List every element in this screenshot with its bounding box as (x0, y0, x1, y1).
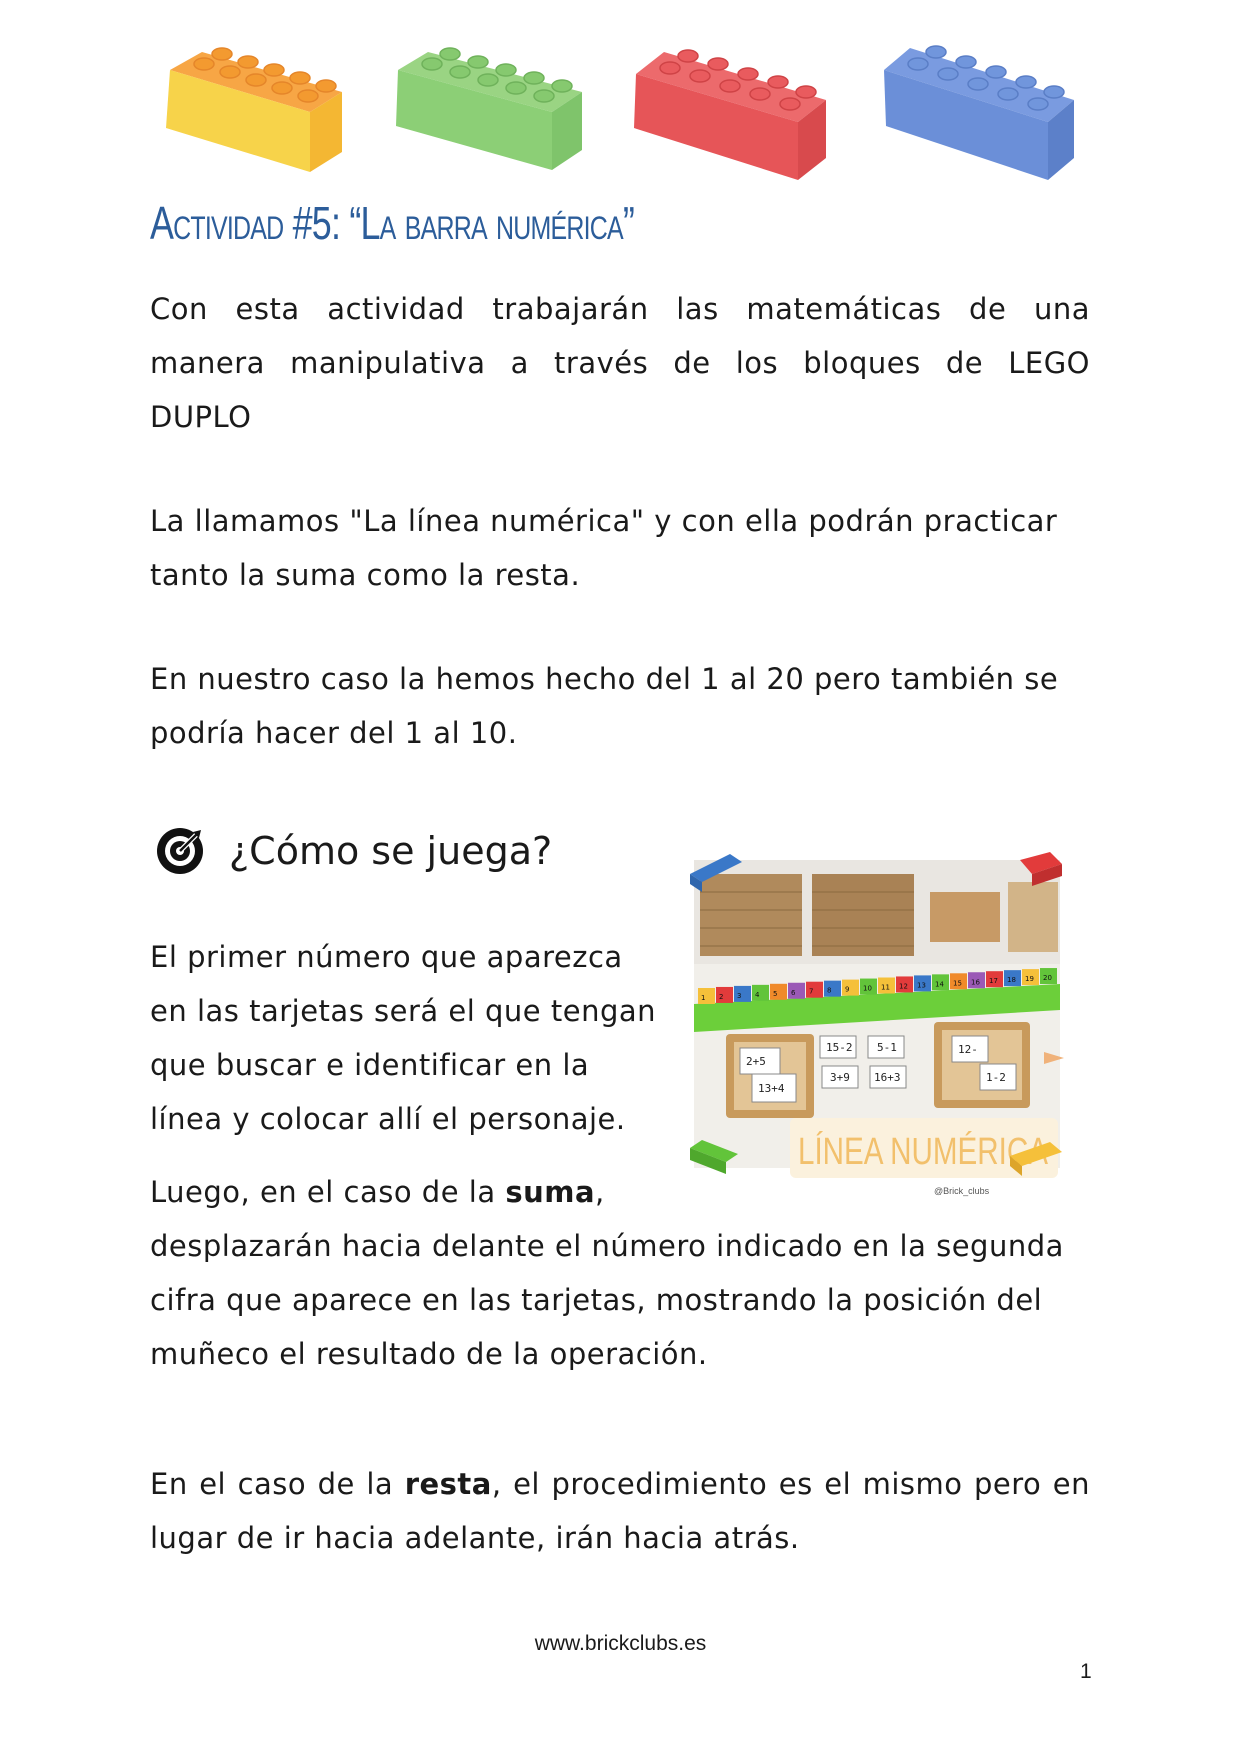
photo-caption: LÍNEA NUMÉRICA (798, 1131, 1119, 1173)
number-brick-label: 3 (737, 991, 742, 1000)
paragraph-line: Luego, en el caso de la suma, (150, 1175, 605, 1209)
paragraph-line: en las tarjetas será el que tengan (150, 994, 657, 1028)
paragraph-line: lugar de ir hacia adelante, irán hacia atrás. (150, 1521, 800, 1555)
intro-paragraph (150, 282, 1090, 444)
orange-yellow-brick-icon (160, 30, 350, 190)
card-label: 2+5 (746, 1055, 766, 1068)
number-brick-label: 17 (989, 977, 998, 986)
paragraph-line: que buscar e identificar en la (150, 1048, 590, 1082)
number-brick-label: 9 (845, 985, 850, 994)
card-label: 1-2 (986, 1071, 1006, 1084)
number-brick-label: 14 (935, 980, 944, 989)
card-label: 12- (958, 1043, 978, 1056)
blue-brick-icon (880, 30, 1080, 185)
paragraph-line: En nuestro caso la hemos hecho del 1 al 20 pero también se (150, 662, 1059, 696)
number-brick-label: 18 (1007, 976, 1016, 985)
number-line-paragraph (150, 494, 1090, 602)
number-brick-label: 5 (773, 989, 778, 998)
number-brick-label: 12 (899, 982, 908, 991)
paragraph-line: El primer número que aparezca (150, 940, 623, 974)
number-brick-label: 15 (953, 979, 962, 988)
intro-line: manera manipulativa a través de los bloques de LEGO (150, 346, 1090, 380)
number-brick-label: 16 (971, 978, 980, 987)
paragraph-line: desplazarán hacia delante el número indicado en la segunda (150, 1229, 1064, 1263)
number-line-photo (690, 852, 1119, 1198)
how-to-heading (155, 826, 552, 876)
paragraph-line: cifra que aparece en las tarjetas, mostrando la posición del (150, 1283, 1043, 1317)
number-brick-label: 19 (1025, 975, 1034, 984)
target-icon (155, 826, 205, 876)
number-brick-label: 6 (791, 988, 796, 997)
paragraph-line: tanto la suma como la resta. (150, 558, 581, 592)
step3-paragraph (150, 1457, 1090, 1565)
paragraph-line: La llamamos "La línea numérica" y con ella podrán practicar (150, 504, 1058, 538)
green-brick-icon (392, 30, 592, 180)
red-brick-icon (630, 30, 830, 185)
number-brick-label: 13 (917, 981, 926, 990)
step2-paragraph (150, 1165, 1090, 1381)
card-label: 13+4 (758, 1082, 785, 1095)
number-brick-label: 8 (827, 986, 832, 995)
paragraph-line: podría hacer del 1 al 10. (150, 716, 518, 750)
keyword-resta: resta (404, 1467, 492, 1501)
number-brick-label: 7 (809, 987, 814, 996)
paragraph-line: En el caso de la resta, el procedimiento es el mismo pero en (150, 1467, 1091, 1501)
how-to-heading-text: ¿Cómo se juega? (229, 829, 553, 873)
page-title: Actividad #5: “La barra numérica” (150, 197, 635, 249)
card-label: 16+3 (874, 1071, 901, 1084)
footer-url[interactable]: www.brickclubs.es (534, 1632, 707, 1655)
paragraph-line: línea y colocar allí el personaje. (150, 1102, 626, 1136)
number-brick-label: 1 (701, 994, 706, 1002)
card-label: 5-1 (877, 1041, 897, 1054)
intro-line: DUPLO (150, 400, 252, 434)
keyword-suma: suma (505, 1175, 596, 1209)
card-label: 3+9 (830, 1071, 850, 1084)
paragraph-line: muñeco el resultado de la operación. (150, 1337, 708, 1371)
page-number: 1 (1080, 1660, 1092, 1683)
number-brick-label: 2 (719, 992, 724, 1001)
number-brick-label: 4 (755, 990, 760, 999)
number-brick-label: 11 (881, 983, 890, 992)
card-label: 15-2 (826, 1041, 853, 1054)
step1-paragraph (150, 930, 690, 1146)
range-paragraph (150, 652, 1090, 760)
number-brick-label: 20 (1043, 974, 1052, 983)
intro-line: Con esta actividad trabajarán las matemáticas de una (150, 292, 1090, 326)
photo-credit: @Brick_clubs (934, 1186, 990, 1196)
number-brick-label: 10 (863, 984, 872, 993)
